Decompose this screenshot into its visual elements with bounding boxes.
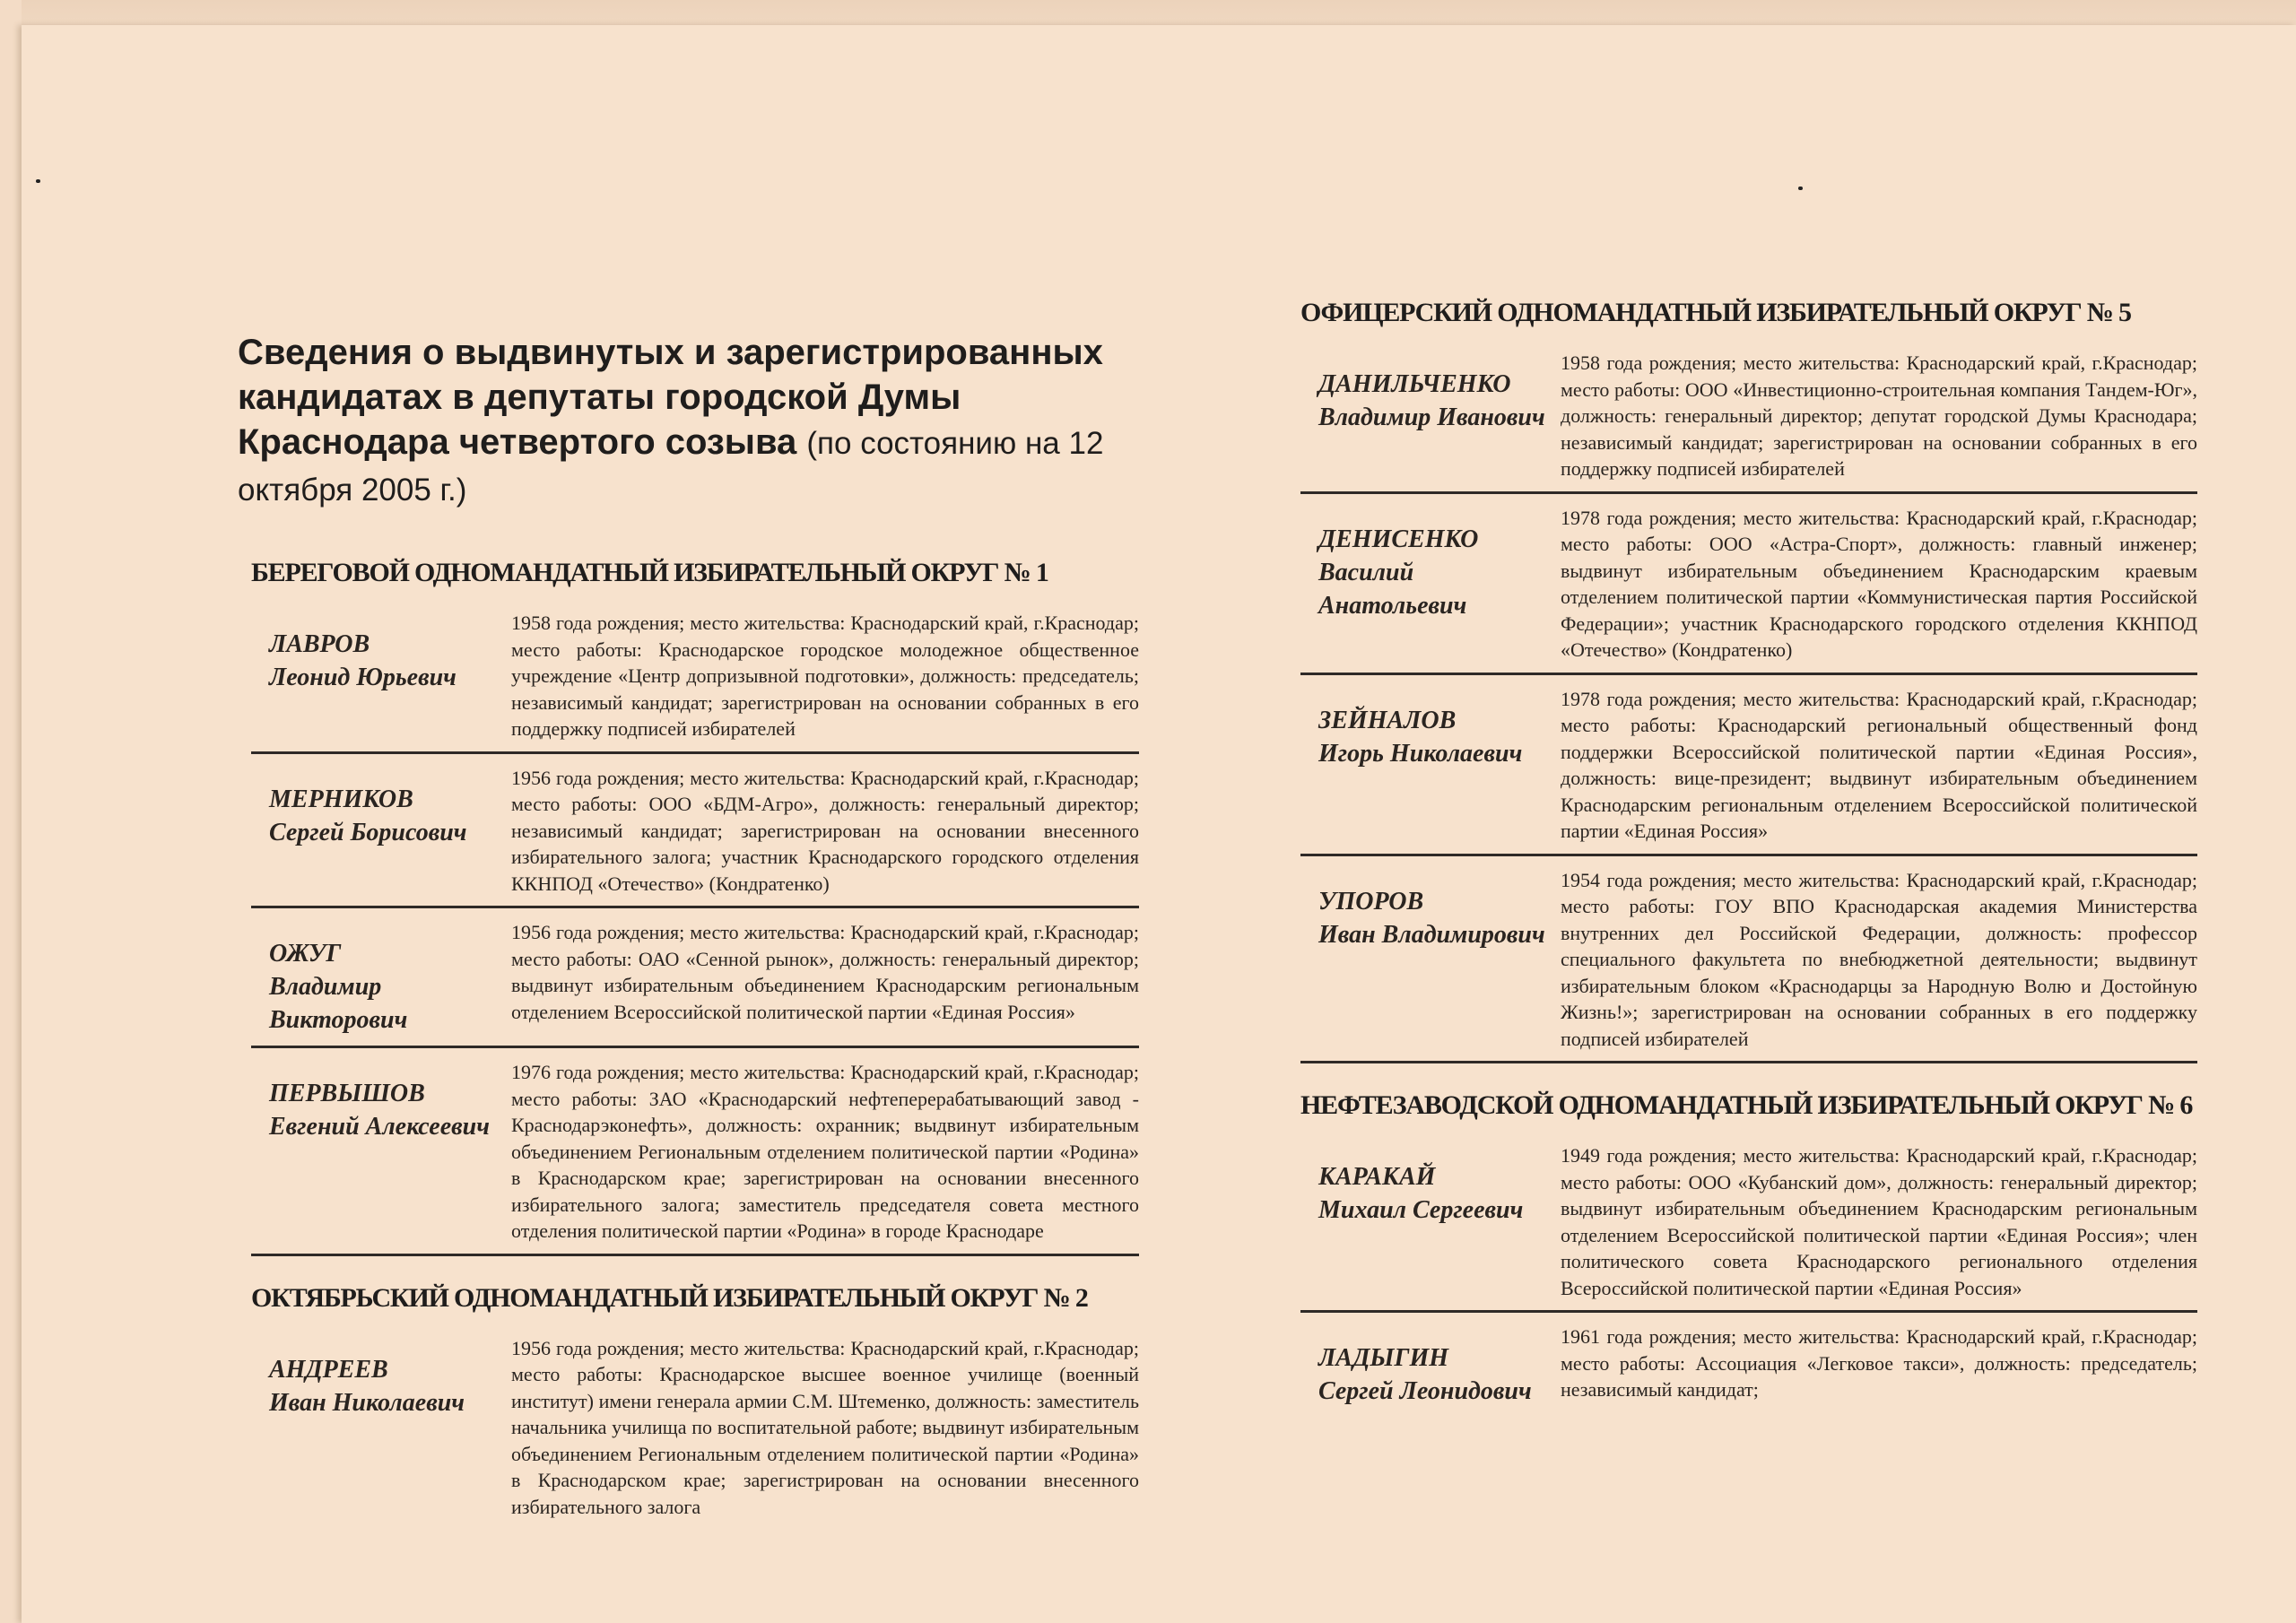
candidate-given-names: Евгений Алексеевич — [269, 1113, 490, 1141]
candidate-entry — [1300, 1132, 2197, 1313]
candidate-given-names: Иван Николаевич — [269, 1388, 465, 1417]
district-heading: НЕФТЕЗАВОДСКОЙ ОДНОМАНДАТНЫЙ ИЗБИРАТЕЛЬНЫЙ ОКРУГ № 6 — [1300, 1090, 2193, 1120]
candidate-name — [1300, 1142, 1561, 1301]
candidate-surname: ЛАДЫГИН — [1318, 1344, 1449, 1372]
candidate-surname: ОЖУГ — [269, 940, 342, 968]
candidate-entry — [1300, 675, 2197, 856]
candidate-bio: 1961 года рождения; место жительства: Краснодарский край, г.Краснодар; место работы: Ассоциация «Легковое такси», должность: председатель; независимый кандидат; — [1561, 1325, 2197, 1401]
district-heading: ОКТЯБРЬСКИЙ ОДНОМАНДАТНЫЙ ИЗБИРАТЕЛЬНЫЙ ОКРУГ № 2 — [251, 1282, 1088, 1313]
candidate-entry — [251, 1048, 1139, 1254]
district-section — [251, 1281, 1139, 1530]
candidate-name — [1300, 505, 1561, 664]
candidate-name — [251, 1335, 511, 1521]
candidate-bio: 1956 года рождения; место жительства: Краснодарский край, г.Краснодар; место работы: ООО «БДМ-Агро», должность: генеральный директор; независимый кандидат; зарегистрирован на основании внесенного избирательного залога; участник Краснодарского городского отделения ККНПОД «Отечество» (Кондратенко) — [511, 766, 1139, 895]
candidate-bio: 1958 года рождения; место жительства: Краснодарский край, г.Краснодар; место работы: Краснодарское городское молодежное общественное учреждение «Центр допризывной подготовки», должность: председатель; независимый кандидат; зарегистрирован на основании собранных в его поддержку подписей избирателей — [511, 612, 1139, 740]
candidate-given-names: Василий Анатольевич — [1318, 558, 1467, 620]
candidate-given-names: Владимир Иванович — [1318, 404, 1545, 431]
candidate-bio: 1978 года рождения; место жительства: Краснодарский край, г.Краснодар; место работы: ООО «Астра-Спорт», должность: главный инженер; выдвинут избирательным объединением Краснодарским краевым отделением политической партии «Коммунистическая партия Российской Федерации»; участник Краснодарского городского отделения ККНПОД «Отечество» (Кондратенко) — [1561, 506, 2197, 661]
candidate-given-names: Леонид Юрьевич — [269, 664, 457, 691]
candidate-name — [1300, 867, 1561, 1053]
candidate-bio: 1954 года рождения; место жительства: Краснодарский край, г.Краснодар; место работы: ГОУ ВПО Краснодарская академия Министерства внутренних дел Российской Федерации, должность: профессор специального факультета по внебюджетной деятельности; выдвинут избирательным блоком «Краснодарцы за Народную Волю и Достойную Жизнь!»; зарегистрирован на основании собранных в его поддержку подписей избирателей — [1561, 868, 2197, 1050]
section-gap — [251, 1254, 1139, 1281]
candidate-surname: ДЕНИСЕНКО — [1318, 525, 1479, 553]
right-column — [1300, 296, 2197, 1417]
candidate-surname: ЛАВРОВ — [269, 630, 370, 658]
district-section — [1300, 1089, 2197, 1417]
candidate-given-names: Сергей Борисович — [269, 818, 467, 846]
candidate-surname: ДАНИЛЬЧЕНКО — [1318, 370, 1511, 398]
candidate-entry — [1300, 494, 2197, 675]
candidate-surname: УПОРОВ — [1318, 887, 1424, 916]
candidate-bio: 1949 года рождения; место жительства: Краснодарский край, г.Краснодар; место работы: ООО «Кубанский дом», должность: генеральный директор; выдвинут избирательным объединением Краснодарским региональным отделением Всероссийской политической партии «Единая Россия»; член политического совета Краснодарского регионального отделения Всероссийской политической партии «Единая Россия» — [1561, 1144, 2197, 1299]
candidate-bio: 1956 года рождения; место жительства: Краснодарский край, г.Краснодар; место работы: Краснодарское высшее военное училище (военный институт) имени генерала армии С.М. Штеменко, должность: заместитель начальника училища по воспитательной работе; выдвинут избирательным объединением Региональным отделением политической партии «Родина» в Краснодарском крае; зарегистрирован на основании внесенного избирательного залога — [511, 1336, 1139, 1518]
candidate-name — [1300, 686, 1561, 845]
candidate-bio: 1958 года рождения; место жительства: Краснодарский край, г.Краснодар; место работы: ООО «Инвестиционно-строительная компания Тандем-Юг», должность: генеральный директор; депутат городской Думы Краснодара; независимый кандидат; зарегистрирован на основании собранных в его поддержку подписей избирателей — [1561, 352, 2197, 480]
candidate-bio: 1976 года рождения; место жительства: Краснодарский край, г.Краснодар; место работы: ЗАО «Краснодарский нефтеперерабатывающий завод - Краснодарэконефть», должность: охранник; выдвинут избирательным объединением Региональным отделением политической партии «Родина» в Краснодарском крае; зарегистрирован на основании внесенного избирательного залога; заместитель председателя совета местного отделения политической партии «Родина» в городе Краснодаре — [511, 1061, 1139, 1242]
print-speck — [36, 179, 40, 183]
candidate-surname: ПЕРВЫШОВ — [269, 1080, 425, 1107]
candidate-entry — [251, 599, 1139, 754]
district-section — [1300, 296, 2197, 1061]
left-column — [251, 556, 1139, 1529]
candidate-bio: 1978 года рождения; место жительства: Краснодарский край, г.Краснодар; место работы: Краснодарский региональный общественный фонд поддержки Всероссийской политической партии «Единая Россия», должность: вице-президент; выдвинут избирательным объединением Краснодарским региональным отделением Всероссийской политической партии «Единая Россия» — [1561, 687, 2197, 842]
page-headline — [238, 330, 1152, 513]
headline-sub: (по состоянию на 12 октября 2005 г.) — [238, 426, 1104, 508]
candidate-name — [251, 1059, 511, 1245]
candidate-given-names: Михаил Сергеевич — [1318, 1196, 1524, 1224]
district-heading: БЕРЕГОВОЙ ОДНОМАНДАТНЫЙ ИЗБИРАТЕЛЬНЫЙ ОКРУГ № 1 — [251, 558, 1048, 587]
section-gap — [1300, 1061, 2197, 1089]
headline-main: Сведения о выдвинутых и зарегистрированных кандидатах в депутаты городской Думы Краснодара четвертого созыва — [238, 333, 1103, 462]
candidate-name — [1300, 1324, 1561, 1408]
candidate-name — [251, 765, 511, 898]
candidate-name — [251, 610, 511, 742]
candidate-entry — [251, 1324, 1139, 1530]
candidate-surname: ЗЕЙНАЛОВ — [1318, 706, 1457, 734]
candidate-name — [1300, 350, 1561, 482]
candidate-surname: КАРАКАЙ — [1318, 1163, 1436, 1191]
candidate-entry — [251, 754, 1139, 909]
district-section — [251, 556, 1139, 1254]
candidate-name — [251, 919, 511, 1037]
candidate-given-names: Иван Владимирович — [1318, 920, 1545, 949]
candidate-entry — [1300, 1313, 2197, 1417]
candidate-surname: АНДРЕЕВ — [269, 1355, 388, 1384]
candidate-given-names: Игорь Николаевич — [1318, 739, 1523, 768]
candidate-entry — [1300, 856, 2197, 1062]
candidate-bio: 1956 года рождения; место жительства: Краснодарский край, г.Краснодар; место работы: ОАО «Сенной рынок», должность: генеральный директор; выдвинут избирательным объединением Краснодарским региональным отделением Всероссийской политической партии «Единая Россия» — [511, 921, 1139, 1023]
candidate-entry — [251, 908, 1139, 1048]
candidate-given-names: Сергей Леонидович — [1318, 1377, 1532, 1405]
print-speck — [1798, 187, 1803, 190]
candidate-surname: МЕРНИКОВ — [269, 785, 413, 813]
district-heading: ОФИЦЕРСКИЙ ОДНОМАНДАТНЫЙ ИЗБИРАТЕЛЬНЫЙ ОКРУГ № 5 — [1300, 298, 2131, 327]
candidate-given-names: Владимир Викторович — [269, 973, 408, 1034]
candidate-entry — [1300, 339, 2197, 494]
